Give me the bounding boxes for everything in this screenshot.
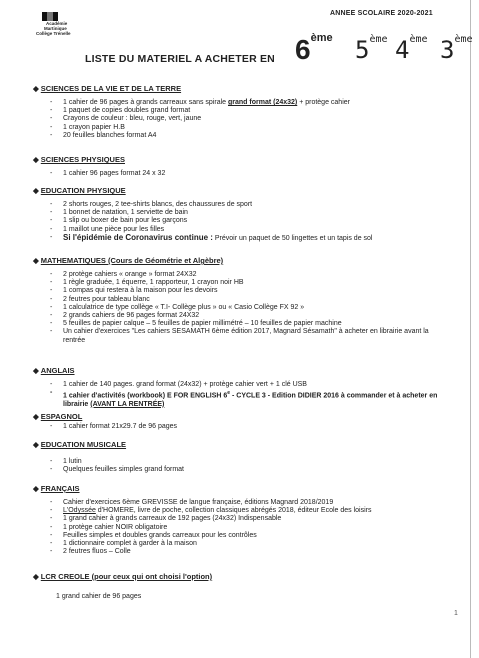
item-list [33, 381, 479, 409]
section-musique [33, 440, 184, 474]
section-svt [33, 84, 350, 140]
section-eps [33, 186, 373, 243]
school-year: ANNEE SCOLAIRE 2020-2021 [330, 10, 433, 17]
grade-4-number: 4 [395, 36, 410, 64]
item-list [33, 201, 373, 243]
section-title: ANGLAIS [40, 366, 75, 375]
list-item: - 1 cahier 96 pages format 24 x 32 [33, 170, 165, 178]
list-item: - 1 cahier de 96 pages à grands carreaux sans spirale grand format (24x32) + protège cahier [33, 99, 350, 107]
grade-3-number: 3 [440, 36, 455, 64]
section-heading [33, 84, 350, 93]
list-item: - L'Odyssée d'HOMERE, livre de poche, collection classiques abrégés 2018, éditeur Ecole des loisirs [33, 507, 372, 515]
diamond-bullet-icon: ◆ [33, 366, 39, 375]
grade-3-suffix: ème [454, 34, 473, 45]
section-heading [33, 155, 165, 164]
page-title: LISTE DU MATERIEL A ACHETER EN [85, 53, 275, 65]
section-francais [33, 484, 372, 556]
section-title: EDUCATION PHYSIQUE [40, 186, 126, 195]
list-item: - 1 paquet de copies doubles grand format [33, 107, 350, 115]
list-item: - 1 bonnet de natation, 1 serviette de bain [33, 209, 373, 217]
list-item: - 1 règle graduée, 1 équerre, 1 rapporteur, 1 crayon noir HB [33, 279, 479, 287]
grade-3 [440, 34, 473, 64]
grade-5-number: 5 [355, 36, 370, 64]
list-item: - Feuilles simples et doubles grands carreaux pour les contrôles [33, 532, 372, 540]
section-heading [33, 256, 479, 265]
grade-6 [295, 32, 333, 65]
item-list [33, 271, 479, 345]
section-title: SCIENCES PHYSIQUES [40, 155, 125, 164]
list-item: - 1 lutin [33, 458, 184, 466]
logo-line-1: Académie [46, 21, 68, 26]
section-title: EDUCATION MUSICALE [40, 440, 127, 449]
item-list [33, 499, 372, 556]
list-item: - 2 feutres pour tableau blanc [33, 296, 479, 304]
logo-line-2: Martinique [44, 26, 67, 31]
lcr-item: 1 grand cahier de 96 pages [56, 593, 142, 600]
list-item: - 1 crayon papier H.B [33, 124, 350, 132]
diamond-bullet-icon: ◆ [33, 484, 39, 493]
section-title: FRANÇAIS [40, 484, 80, 493]
list-item: - 1 compas qui restera à la maison pour les devoirs [33, 287, 479, 295]
covid-note-text: Prévoir un paquet de 50 lingettes et un tapis de sol [212, 234, 373, 242]
list-item: - 1 maillot une pièce pour les filles [33, 226, 373, 234]
list-item: - 1 dictionnaire complet à garder à la maison [33, 540, 372, 548]
section-lcr [33, 572, 212, 581]
grade-4-suffix: ème [409, 34, 428, 45]
list-item [33, 234, 373, 243]
section-anglais [33, 366, 479, 409]
list-item: - 1 slip ou boxer de bain pour les garçons [33, 217, 373, 225]
covid-note-bold: Si l'épidémie de Coronavirus continue : [63, 232, 213, 242]
list-item: - 1 cahier format 21x29.7 de 96 pages [33, 423, 177, 431]
list-item: - 2 feutres fluos – Colle [33, 548, 372, 556]
item-list [33, 170, 165, 178]
section-maths [33, 256, 479, 345]
item-list [33, 423, 177, 431]
section-espagnol [33, 412, 177, 431]
diamond-bullet-icon: ◆ [33, 84, 39, 93]
diamond-bullet-icon: ◆ [33, 256, 39, 265]
list-item: - 20 feuilles blanches format A4 [33, 132, 350, 140]
list-item: - Quelques feuilles simples grand format [33, 466, 184, 474]
diamond-bullet-icon: ◆ [33, 412, 39, 421]
list-item: - 2 protège cahiers « orange » format 24X32 [33, 271, 479, 279]
section-heading [33, 484, 372, 493]
list-item: - Cahier d'exercices 6ème GREVISSE de langue française, éditions Magnard 2018/2019 [33, 499, 372, 507]
grade-6-number: 6 [295, 34, 311, 65]
section-heading [33, 366, 479, 375]
list-item: - 1 cahier d'activités (workbook) E FOR ENGLISH 6e - CYCLE 3 - Edition DIDIER 2016 à commander et à acheter en librairie (AVANT LA RENTRÉE) [33, 389, 479, 409]
item-list [33, 458, 184, 474]
section-heading [33, 412, 177, 421]
list-item: - 5 feuilles de papier calque – 5 feuilles de papier millimétré – 10 feuilles de papier machine [33, 320, 479, 328]
grade-5-suffix: ème [369, 34, 388, 45]
section-title: LCR CREOLE (pour ceux qui ont choisi l'option) [40, 572, 213, 581]
item-list [33, 99, 350, 140]
list-item: - 1 protège cahier NOIR obligatoire [33, 524, 372, 532]
title-row [85, 32, 479, 70]
diamond-bullet-icon: ◆ [33, 572, 39, 581]
logo-line-3: Collège Trénelle [36, 31, 71, 36]
list-item: - Crayons de couleur : bleu, rouge, vert, jaune [33, 115, 350, 123]
list-item: - 1 calculatrice de type collège « T.I- Collège plus » ou « Casio Collège FX 92 » [33, 304, 479, 312]
grade-4 [395, 34, 428, 64]
diamond-bullet-icon: ◆ [33, 155, 39, 164]
section-physique [33, 155, 165, 178]
list-item: - 1 grand cahier à grands carreaux de 192 pages (24x32) Indispensable [33, 515, 372, 523]
grade-5 [355, 34, 388, 64]
section-heading [33, 186, 373, 195]
section-title: MATHEMATIQUES (Cours de Géométrie et Algèbre) [40, 256, 224, 265]
list-item: - Un cahier d'exercices "Les cahiers SESAMATH 6ème édition 2017, Magnard Sésamath" à acheter en librairie avant la rentrée [33, 328, 479, 344]
section-heading [33, 572, 212, 581]
diamond-bullet-icon: ◆ [33, 186, 39, 195]
school-logo [34, 12, 74, 36]
list-item: - 1 cahier de 140 pages. grand format (24x32) + protège cahier vert + 1 clé USB [33, 381, 479, 389]
page-number: 1 [454, 610, 458, 617]
section-title: SCIENCES DE LA VIE ET DE LA TERRE [40, 84, 182, 93]
diamond-bullet-icon: ◆ [33, 440, 39, 449]
flag-mark [42, 12, 58, 21]
grade-6-suffix: ème [310, 32, 333, 44]
section-heading [33, 440, 184, 449]
list-item: - 2 shorts rouges, 2 tee-shirts blancs, des chaussures de sport [33, 201, 373, 209]
list-item: - 2 grands cahiers de 96 pages format 24X32 [33, 312, 479, 320]
section-title: ESPAGNOL [40, 412, 83, 421]
